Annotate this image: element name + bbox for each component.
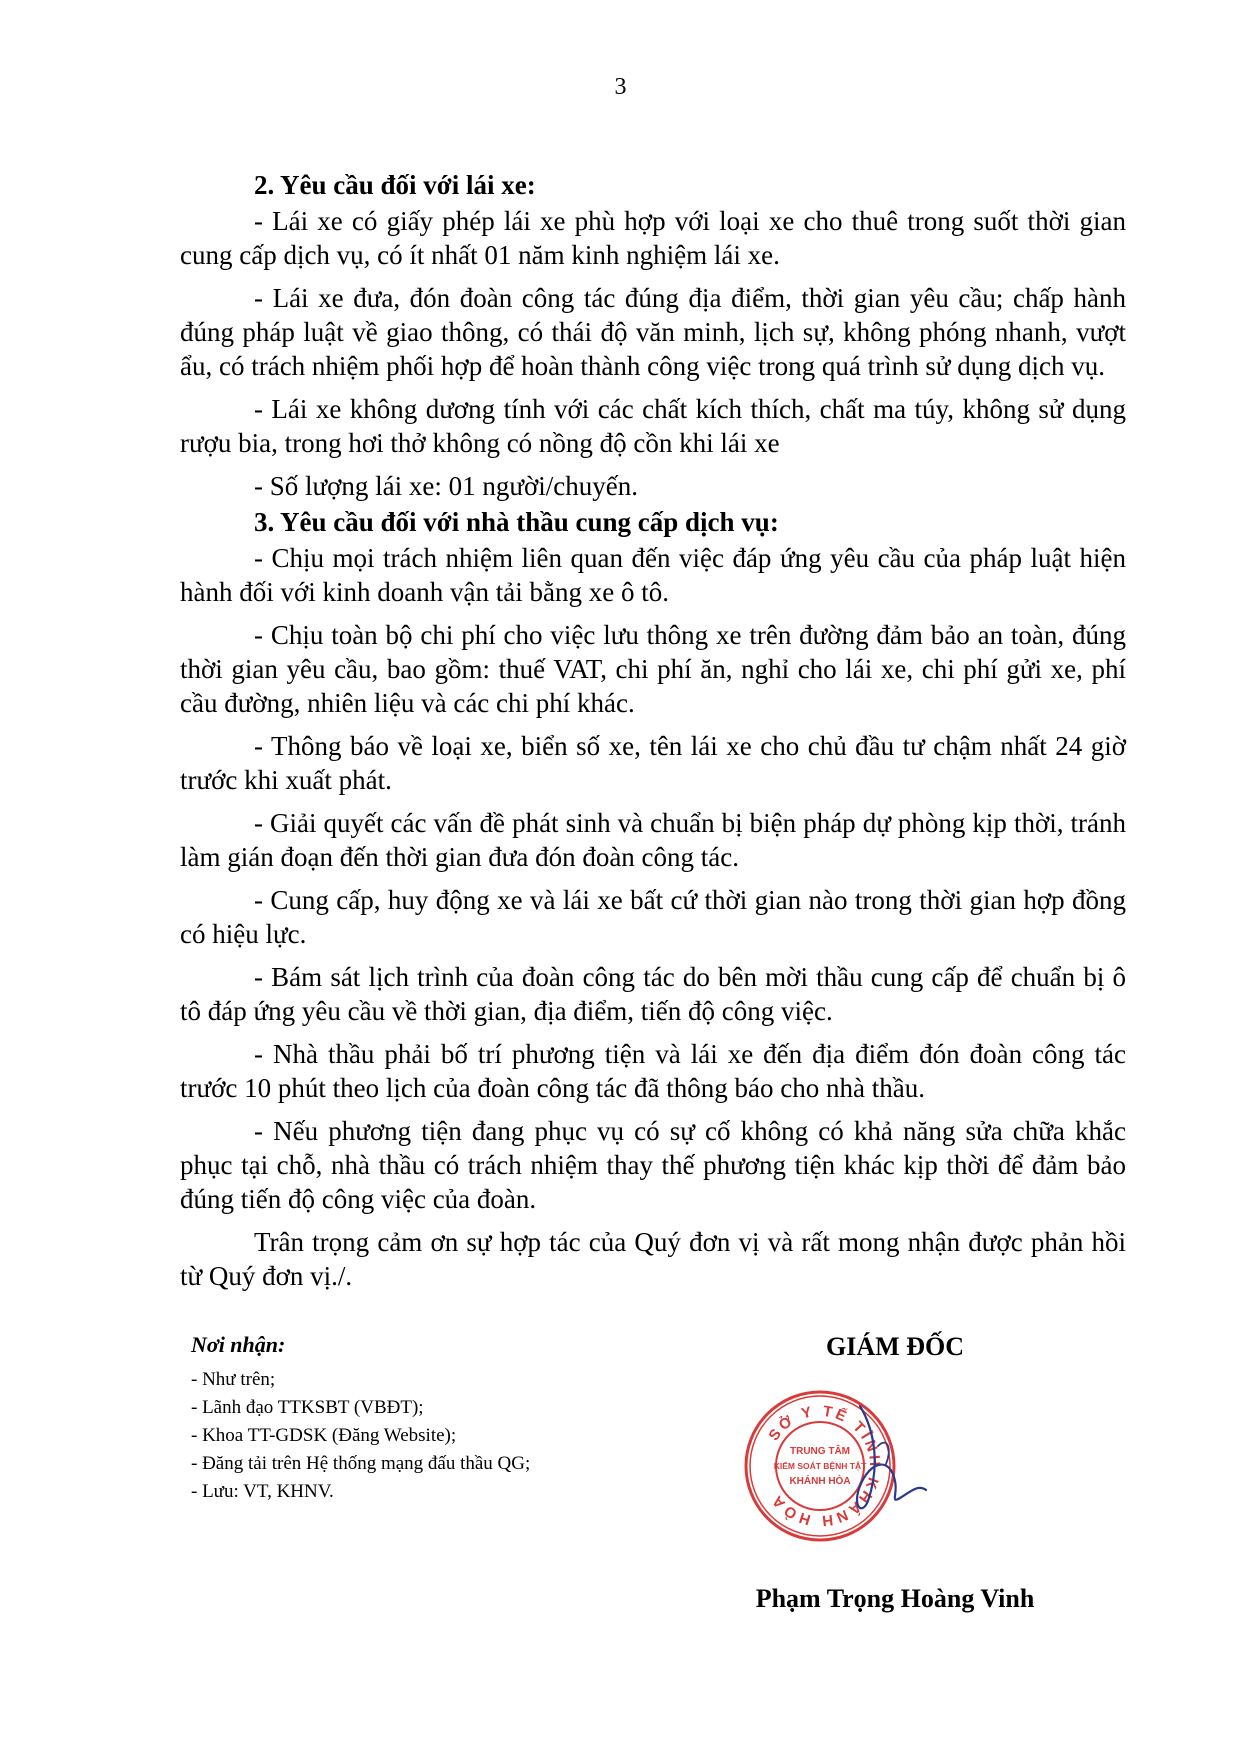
document-body bbox=[180, 168, 1126, 1302]
section-3-item: - Thông báo về loại xe, biển số xe, tên lái xe cho chủ đầu tư chậm nhất 24 giờ trước khi xuất phát. bbox=[180, 731, 1126, 795]
recipient-item: - Đăng tải trên Hệ thống mạng đấu thầu QG; bbox=[191, 1453, 531, 1474]
stamp-center-line: KHÁNH HÒA bbox=[789, 1476, 851, 1487]
recipients-block bbox=[191, 1332, 671, 1506]
closing-paragraph: Trân trọng cảm ơn sự hợp tác của Quý đơn vị và rất mong nhận được phản hồi từ Quý đơn vị./. bbox=[180, 1227, 1126, 1291]
recipient-item: - Lãnh đạo TTKSBT (VBĐT); bbox=[191, 1397, 424, 1418]
section-3-item: - Bám sát lịch trình của đoàn công tác do bên mời thầu cung cấp để chuẩn bị ô tô đáp ứng yêu cầu về thời gian, địa điểm, tiến độ công việc. bbox=[180, 962, 1126, 1026]
signer-name: Phạm Trọng Hoàng Vinh bbox=[755, 1584, 1035, 1613]
section-3-item: - Chịu mọi trách nhiệm liên quan đến việc đáp ứng yêu cầu của pháp luật hiện hành đối với kinh doanh vận tải bằng xe ô tô. bbox=[180, 543, 1126, 607]
recipients-title: Nơi nhận: bbox=[191, 1332, 286, 1357]
official-stamp bbox=[740, 1386, 980, 1551]
section-2-item: - Lái xe không dương tính với các chất kích thích, chất ma túy, không sử dụng rượu bia, trong hơi thở không có nồng độ cồn khi lái xe bbox=[180, 394, 1126, 458]
recipient-item: - Như trên; bbox=[191, 1369, 276, 1390]
stamp-center-line: TRUNG TÂM bbox=[790, 1446, 850, 1457]
stamp-ring-text: SỞ Y TẾ TỈNH KHÁNH HÒA bbox=[765, 1402, 884, 1530]
signature-block bbox=[705, 1328, 1085, 1628]
page-number: 3 bbox=[614, 74, 627, 100]
section-2-item: - Lái xe đưa, đón đoàn công tác đúng địa điểm, thời gian yêu cầu; chấp hành đúng pháp luật về giao thông, có thái độ văn minh, lịch sự, không phóng nhanh, vượt ẩu, có trách nhiệm phối hợp để hoàn thành công việc trong quá trình sử dụng dịch vụ. bbox=[180, 283, 1126, 381]
section-2-item: - Số lượng lái xe: 01 người/chuyến. bbox=[254, 471, 639, 501]
stamp-center-line: KIỂM SOÁT BỆNH TẬT bbox=[773, 1461, 867, 1471]
recipient-item: - Lưu: VT, KHNV. bbox=[191, 1481, 334, 1502]
section-3-item: - Chịu toàn bộ chi phí cho việc lưu thông xe trên đường đảm bảo an toàn, đúng thời gian yêu cầu, bao gồm: thuế VAT, chi phí ăn, nghỉ cho lái xe, chi phí gửi xe, phí cầu đường, nhiên liệu và các chi phí khác. bbox=[180, 620, 1126, 718]
section-3-item: - Nhà thầu phải bố trí phương tiện và lái xe đến địa điểm đón đoàn công tác trước 10 phút theo lịch của đoàn công tác đã thông báo cho nhà thầu. bbox=[180, 1039, 1126, 1103]
section-2-item: - Lái xe có giấy phép lái xe phù hợp với loại xe cho thuê trong suốt thời gian cung cấp dịch vụ, có ít nhất 01 năm kinh nghiệm lái xe. bbox=[180, 206, 1126, 270]
section-3-item: - Nếu phương tiện đang phục vụ có sự cố không có khả năng sửa chữa khắc phục tại chỗ, nhà thầu có trách nhiệm thay thế phương tiện khác kịp thời để đảm bảo đúng tiến độ công việc của đoàn. bbox=[180, 1116, 1126, 1214]
stamp-seal-icon bbox=[740, 1386, 980, 1551]
signer-position: GIÁM ĐỐC bbox=[826, 1332, 964, 1361]
section-3-heading: 3. Yêu cầu đối với nhà thầu cung cấp dịch vụ: bbox=[254, 507, 779, 537]
recipient-item: - Khoa TT-GDSK (Đăng Website); bbox=[191, 1425, 457, 1446]
section-3-item: - Giải quyết các vấn đề phát sinh và chuẩn bị biện pháp dự phòng kịp thời, tránh làm gián đoạn đến thời gian đưa đón đoàn công tác. bbox=[180, 808, 1126, 872]
recipients-list bbox=[191, 1366, 671, 1506]
section-2-heading: 2. Yêu cầu đối với lái xe: bbox=[254, 170, 536, 200]
section-3-item: - Cung cấp, huy động xe và lái xe bất cứ thời gian nào trong thời gian hợp đồng có hiệu lực. bbox=[180, 885, 1126, 949]
